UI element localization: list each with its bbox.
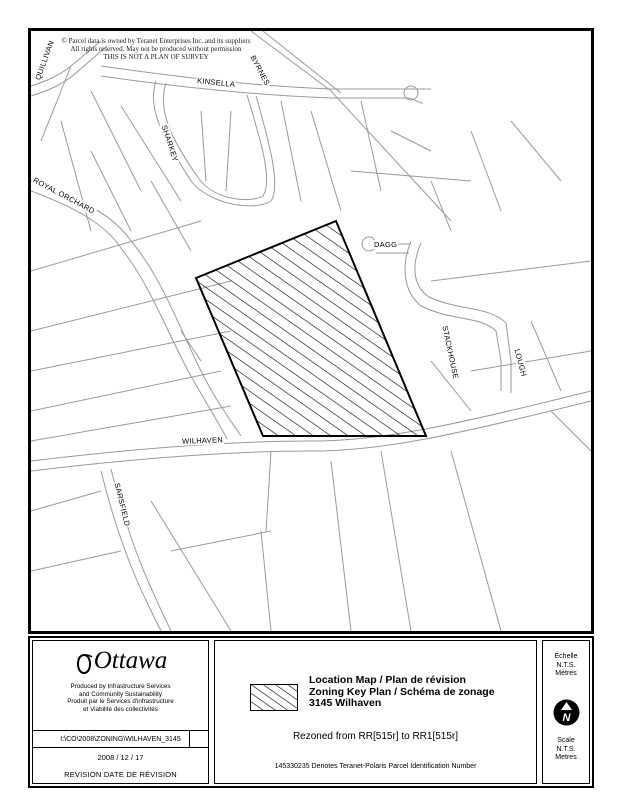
producer-line: Produced by Infrastructure Services	[70, 683, 171, 690]
file-path: I:\CO\2008\ZONING\WILHAVEN_3145	[33, 730, 208, 748]
street-label-dagg: DAGG	[374, 240, 398, 249]
scale-line: Scale	[557, 737, 575, 744]
copyright-line: THIS IS NOT A PLAN OF SURVEY	[103, 53, 209, 61]
logo-wordmark: Ottawa	[93, 647, 168, 674]
street-label-kinsella: KINSELLA	[196, 76, 236, 89]
street-label-wilhaven: WILHAVEN	[181, 435, 224, 446]
parcel-id-note: 145330235 Denotes Teranet-Polaris Parcel Identification Number	[274, 763, 477, 770]
divider	[189, 730, 190, 748]
north-letter: N	[562, 712, 571, 724]
street-label-sarsfield: SARSFIELD	[112, 481, 132, 528]
street-label-stackhouse: STACKHOUSE	[440, 324, 461, 380]
copyright-notice	[41, 37, 271, 61]
revision-date-label: REVISION DATE DE RÉVISION	[64, 770, 177, 779]
hatch-legend-swatch	[250, 684, 298, 711]
title-block	[214, 640, 537, 784]
copyright-line: All rights reserved. May not be produced without permission	[70, 45, 242, 53]
scale-block	[542, 640, 590, 784]
rezoning-note: Rezoned from RR[515r] to RR1[515r]	[292, 731, 459, 742]
scale-line: Metres	[555, 754, 577, 761]
revision-date: 2008 / 12 / 17	[97, 753, 144, 762]
north-arrow-icon	[553, 699, 580, 726]
legend-panel	[28, 636, 594, 788]
ottawa-logo	[33, 647, 208, 675]
scale-line: Mètres	[555, 670, 577, 677]
map-panel	[28, 28, 594, 634]
producer-text	[33, 683, 208, 713]
scale-fr	[543, 653, 589, 679]
street-label-sharkey: SHARKEY	[159, 123, 181, 163]
title-line: 3145 Wilhaven	[309, 697, 382, 709]
street-label-royal-orchard: ROYAL ORCHARD	[31, 175, 97, 216]
scale-line: N.T.S.	[556, 745, 576, 753]
title-line: Zoning Key Plan / Schéma de zonage	[309, 685, 495, 698]
title-line: Location Map / Plan de révision	[309, 674, 466, 686]
street-label-byrnes: BYRNES	[248, 53, 272, 87]
scale-line: N.T.S.	[556, 661, 576, 669]
ottawa-o-icon	[74, 653, 94, 675]
parcel-map	[31, 31, 591, 631]
producer-line: et Viabilité des collectivités	[83, 705, 158, 713]
producer-block	[32, 640, 209, 784]
street-label-lough: LOUGH	[512, 347, 529, 378]
scale-en	[543, 737, 589, 763]
scale-line: Échelle	[554, 653, 578, 660]
copyright-line: © Parcel data is owned by Teranet Enterprises Inc. and its suppliers	[61, 37, 251, 45]
street-label-quillivan: QUILLIVAN	[33, 39, 56, 82]
producer-line: Produit par le Services d'infrastructure	[67, 698, 174, 706]
map-titles	[309, 675, 495, 710]
producer-line: and Community Sustainability	[79, 690, 162, 698]
